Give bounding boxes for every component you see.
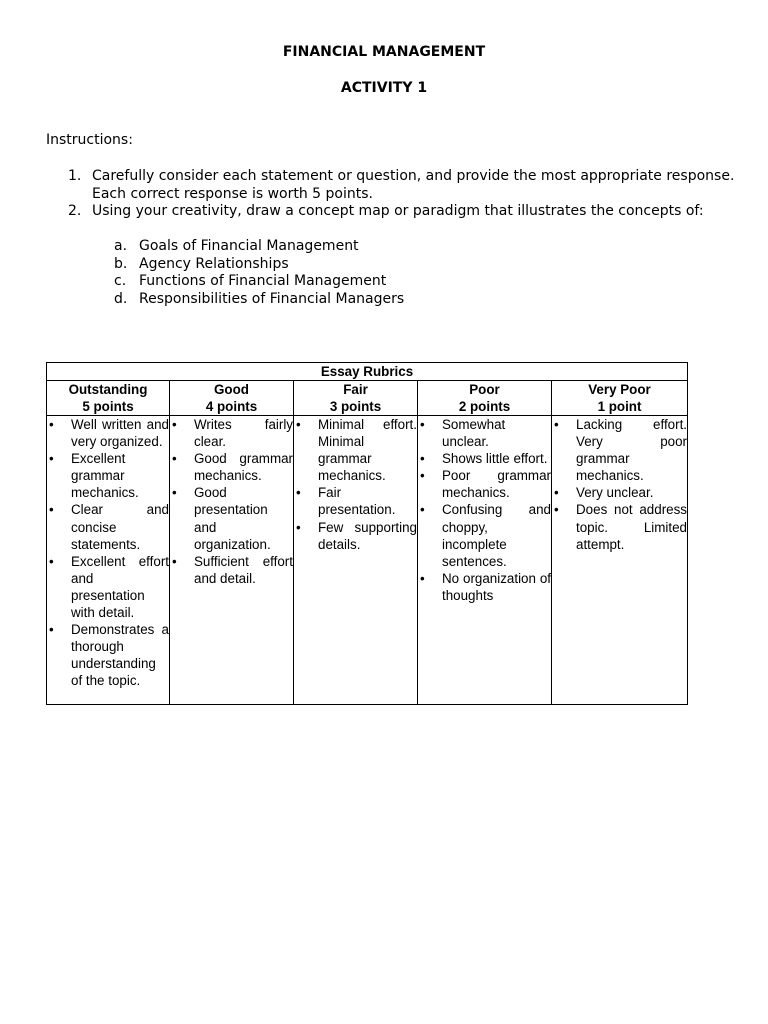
criterion-item: • Good presentation and organization.: [170, 484, 293, 552]
instruction-text: Using your creativity, draw a concept map or paradigm that illustrates the concepts of:: [92, 203, 704, 219]
instructions-list: [46, 168, 736, 221]
criterion-item: • Very unclear.: [552, 484, 687, 501]
instruction-number: 2.: [68, 203, 82, 219]
rubric-header-good: [170, 381, 294, 416]
concept-item: [114, 238, 404, 256]
column-points: 4 points: [205, 399, 258, 414]
column-points: 3 points: [329, 399, 382, 414]
concept-text: Responsibilities of Financial Managers: [139, 290, 405, 307]
concept-text: Functions of Financial Management: [139, 273, 387, 289]
criterion-item: • Excellent grammar mechanics.: [47, 450, 169, 501]
criterion-item: • Few supporting details.: [294, 519, 417, 553]
criterion-item: • Confusing and choppy, incomplete sentences.: [418, 501, 551, 569]
rubric-header-poor: [418, 381, 552, 416]
concepts-list: [114, 238, 404, 308]
concept-text: Agency Relationships: [139, 255, 289, 272]
instruction-item: [46, 203, 736, 221]
criterion-item: • Demonstrates a thorough understanding of the topic.: [47, 621, 169, 689]
rubric-header-fair: [294, 381, 418, 416]
criterion-item: • Minimal effort. Minimal grammar mechanics.: [294, 416, 417, 484]
criterion-item: • No organization of thoughts: [418, 570, 551, 604]
column-points: 2 points: [458, 399, 511, 414]
criterion-item: • Lacking effort. Very poor grammar mechanics.: [552, 416, 687, 484]
instruction-item: [46, 168, 736, 203]
criterion-item: • Somewhat unclear.: [418, 416, 551, 450]
criterion-item: • Well written and very organized.: [47, 416, 169, 450]
criterion-item: • Sufficient effort and detail.: [170, 553, 293, 587]
concept-letter: c.: [114, 273, 127, 289]
document-title: FINANCIAL MANAGEMENT: [282, 44, 486, 60]
column-name: Very Poor: [588, 382, 651, 397]
column-name: Poor: [469, 382, 500, 397]
column-name: Fair: [343, 382, 368, 397]
instruction-text: Carefully consider each statement or question, and provide the most appropriate response. Each correct response is worth 5 points.: [92, 168, 735, 202]
criterion-item: • Good grammar mechanics.: [170, 450, 293, 484]
concept-letter: a.: [114, 238, 128, 254]
column-name: Outstanding: [68, 382, 148, 397]
rubric-cell-fair: [294, 416, 418, 705]
rubric-caption: Essay Rubrics: [47, 363, 688, 381]
column-points: 1 point: [597, 399, 642, 414]
concept-item: [114, 256, 404, 274]
concept-item: [114, 273, 404, 291]
activity-title: ACTIVITY 1: [340, 80, 428, 96]
criterion-item: • Writes fairly clear.: [170, 416, 293, 450]
rubric-cell-very-poor: [552, 416, 688, 705]
criterion-item: • Excellent effort and presentation with detail.: [47, 553, 169, 621]
criterion-item: • Fair presentation.: [294, 484, 417, 518]
rubric-header-very-poor: [552, 381, 688, 416]
column-points: 5 points: [82, 399, 134, 414]
concept-letter: d.: [114, 290, 128, 307]
instruction-number: 1.: [68, 168, 82, 184]
essay-rubric-table: [46, 362, 688, 705]
rubric-cell-good: [170, 416, 294, 705]
rubric-cell-outstanding: [47, 416, 170, 705]
criterion-item: • Clear and concise statements.: [47, 501, 169, 552]
criterion-item: • Poor grammar mechanics.: [418, 467, 551, 501]
rubric-cell-poor: [418, 416, 552, 705]
criterion-item: • Shows little effort.: [418, 450, 551, 467]
concept-item: [114, 291, 404, 309]
concept-text: Goals of Financial Management: [139, 238, 359, 254]
instructions-label: Instructions:: [46, 132, 133, 148]
concept-letter: b.: [114, 255, 128, 272]
rubric-header-outstanding: [47, 381, 170, 416]
column-name: Good: [214, 382, 249, 397]
criterion-item: • Does not address topic. Limited attempt.: [552, 501, 687, 552]
